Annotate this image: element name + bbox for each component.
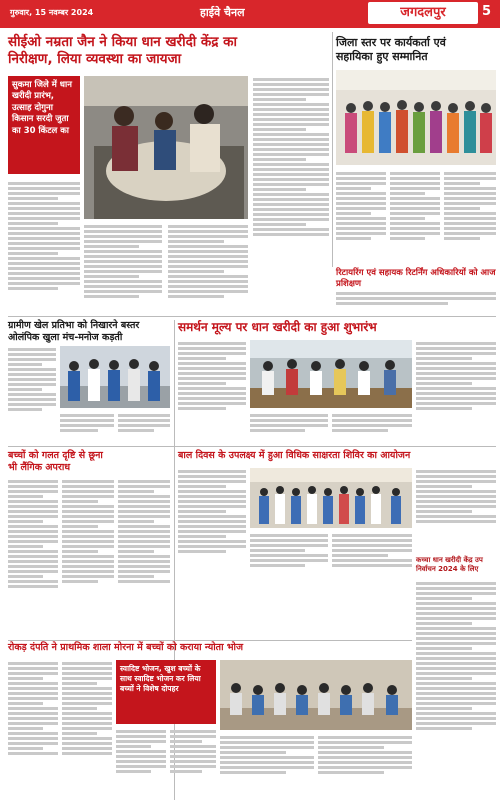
- crime-text-col2: [62, 478, 114, 638]
- retiring-headline: रिटायरिंग एवं सहायक रिटर्निंग अधिकारियों को आज प्रशिक्षण: [336, 268, 496, 289]
- workers-text-col2: [390, 170, 440, 266]
- lead-text-col2: [84, 223, 162, 313]
- masthead-city: जगदलपुर: [368, 2, 478, 24]
- children-day-headline: बाल दिवस के उपलक्ष्य में हुआ विधिक साक्षरता शिविर का आयोजन: [178, 450, 411, 461]
- workers-text-col1: [336, 170, 386, 266]
- msp-photo: [250, 340, 412, 408]
- workers-photo: [336, 70, 496, 165]
- msp-text-col2: [416, 340, 496, 440]
- rokad-text-col5: [220, 734, 314, 798]
- crime-headline-line2: भी लैंगिक अपराध: [8, 461, 71, 473]
- lead-headline-line1: सीईओ नम्रता जैन ने किया धान खरीदी केंद्र का: [8, 34, 238, 50]
- rokad-text-col2: [62, 660, 112, 798]
- page-number: 5: [482, 4, 492, 19]
- crime-text-col1: [8, 478, 58, 638]
- msp-headline: समर्थन मूल्य पर धान खरीदी का हुआ शुभारंभ: [178, 320, 377, 334]
- lead-text-col4: [253, 76, 329, 313]
- workers-text-col3: [444, 170, 496, 266]
- msp-text-col3: [250, 412, 328, 442]
- retiring-text: [336, 290, 496, 314]
- masthead-paper-name: हाईवे चैनल: [200, 6, 245, 19]
- children-day-text-col1: [178, 468, 246, 590]
- olympics-headline-line1: ग्रामीण खेल प्रतिभा को निखारने बस्तर: [8, 320, 140, 331]
- crime-headline-line1: बच्चों को गलत दृष्टि से छूना: [8, 450, 103, 461]
- olympics-text-col2: [60, 412, 114, 442]
- msp-text-col4: [332, 412, 412, 442]
- masthead-date: गुरुवार, 15 नवम्बर 2024: [10, 8, 94, 17]
- children-day-text-col4: [332, 532, 412, 590]
- lead-headline-line2: निरीक्षण, लिया व्यवस्था का जायजा: [8, 50, 182, 67]
- crime-headline: [8, 450, 170, 474]
- workers-headline-line1: जिला स्तर पर कार्यकर्ता एवं: [336, 36, 446, 49]
- lead-text-col1: [8, 180, 80, 310]
- election-text: [416, 580, 496, 798]
- rokad-headline: रोकड़ दंपति ने प्राथमिक शाला मोरना में बच्चों को कराया न्योता भोज: [8, 642, 244, 653]
- election-headline: कच्चा धान खरीदी केंद्र उप निर्वाचन 2024 के लिए: [416, 556, 483, 573]
- lead-headline: [8, 34, 330, 68]
- olympics-headline: [8, 320, 170, 344]
- rokad-photo: [220, 660, 412, 730]
- olympics-text-col3: [118, 412, 170, 442]
- crime-text-col3: [118, 478, 170, 638]
- lead-text-col3: [168, 223, 248, 313]
- children-day-photo: [250, 468, 412, 528]
- workers-headline: [336, 36, 496, 64]
- olympics-text-col1: [8, 346, 56, 442]
- masthead: [0, 0, 500, 28]
- rokad-text-col4: [170, 728, 216, 798]
- rokad-callout: स्वादिष्ट भोजन, खुश बच्चों के साथ स्वादिष्ट भोजन कर लिया बच्चों ने विशेष दोपहर: [116, 660, 216, 724]
- lead-photo: [84, 76, 248, 219]
- rokad-text-col3: [116, 728, 166, 798]
- olympics-headline-line2: ओलंपिक खुला मंच-मनोज कड़ती: [8, 331, 123, 343]
- children-day-text-col3: [250, 532, 328, 590]
- children-day-text-col2: [416, 468, 496, 552]
- lead-callout: सुकमा जिले में धान खरीदी प्रारंभ, उत्साह दोगुना किसान सरदी जुता का 30 किंटल का: [8, 76, 80, 174]
- workers-headline-line2: सहायिका हुए सम्मानित: [336, 49, 428, 63]
- rokad-text-col6: [318, 734, 412, 798]
- msp-text-col1: [178, 340, 246, 440]
- olympics-photo: [60, 346, 170, 408]
- rokad-text-col1: [8, 660, 58, 798]
